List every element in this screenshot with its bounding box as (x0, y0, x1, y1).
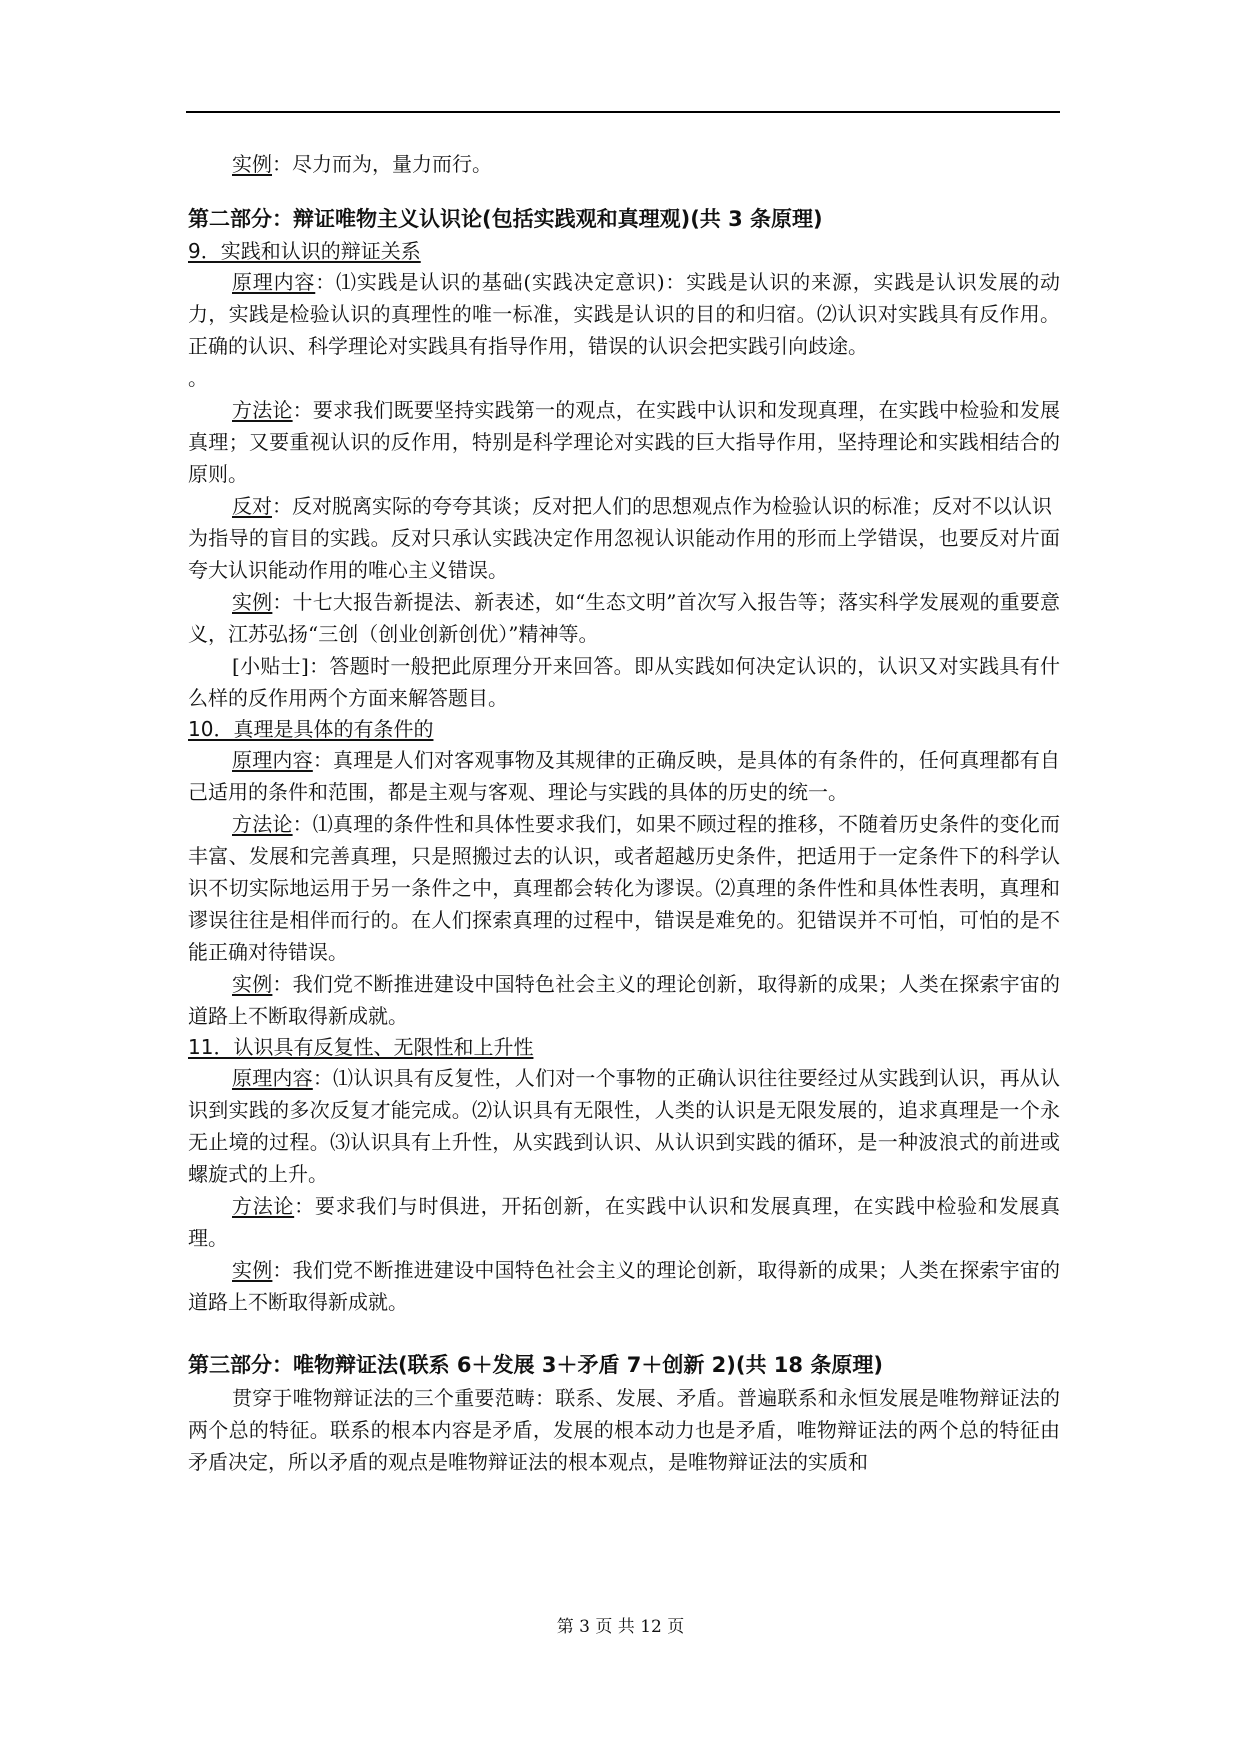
part2-title: 第二部分：辩证唯物主义认识论(包括实践观和真理观)(共 3 条原理) (188, 207, 823, 231)
page-footer: 第 3 页 共 12 页 (556, 1617, 685, 1637)
section-9-oppose-cont: 为指导的盲目的实践。反对只承认实践决定作用忽视认识能动作用的形而上学错误，也要反对片面夸大认识能动作用的唯心主义错误。 (188, 526, 1060, 582)
label-principle: 原理内容 (232, 1066, 313, 1090)
section-11-heading: 11．认识具有反复性、无限性和上升性 (188, 1035, 534, 1059)
section-11-example: 实例：我们党不断推进建设中国特色社会主义的理论创新，取得新的成果；人类在探索宇宙的道路上不断取得新成就。 (188, 1258, 1061, 1314)
label-method: 方法论 (232, 398, 293, 422)
label-method: 方法论 (232, 812, 293, 836)
label-oppose: 反对 (232, 494, 272, 518)
section-9-example: 实例：十七大报告新提法、新表述，如“生态文明”首次写入报告等；落实科学发展观的重要意义，江苏弘扬“三创（创业创新创优）”精神等。 (188, 590, 1061, 646)
section-9-principle: 原理内容：⑴实践是认识的基础(实践决定意识)：实践是认识的来源，实践是认识发展的动力，实践是检验认识的真理性的唯一标准，实践是认识的目的和归宿。⑵认识对实践具有反作用。正确的认识、科学理论对实践具有指导作用，错误的认识会把实践引向歧途。 (188, 270, 1061, 358)
header-rule (186, 111, 1060, 113)
stray-period: 。 (188, 366, 208, 390)
section-9-heading: 9．实践和认识的辩证关系 (188, 239, 421, 263)
section-11-method: 方法论：要求我们与时俱进，开拓创新，在实践中认识和发展真理，在实践中检验和发展真理。 (188, 1194, 1061, 1250)
label-principle: 原理内容 (232, 748, 313, 772)
section-11-principle: 原理内容：⑴认识具有反复性，人们对一个事物的正确认识往往要经过从实践到认识，再从认识到实践的多次反复才能完成。⑵认识具有无限性，人类的认识是无限发展的，追求真理是一个永无止境的过程。⑶认识具有上升性，从实践到认识、从认识到实践的循环，是一种波浪式的前进或螺旋式的上升。 (188, 1066, 1061, 1186)
section-10-method: 方法论：⑴真理的条件性和具体性要求我们，如果不顾过程的推移，不随着历史条件的变化而丰富、发展和完善真理，只是照搬过去的认识，或者超越历史条件，把适用于一定条件下的科学认识不切实际地运用于另一条件之中，真理都会转化为谬误。⑵真理的条件性和具体性表明，真理和谬误往往是相伴而行的。在人们探索真理的过程中，错误是难免的。犯错误并不可怕，可怕的是不能正确对待错误。 (188, 812, 1061, 964)
page-content (188, 148, 1060, 1478)
label-example: 实例 (232, 590, 273, 614)
section-9-method: 方法论：要求我们既要坚持实践第一的观点，在实践中认识和发现真理，在实践中检验和发展真理；又要重视认识的反作用，特别是科学理论对实践的巨大指导作用，坚持理论和实践相结合的原则。 (188, 398, 1061, 486)
section-9-oppose: 反对：反对脱离实际的夸夸其谈；反对把人们的思想观点作为检验认识的标准；反对不以认识 (232, 494, 1052, 518)
section-10-principle: 原理内容：真理是人们对客观事物及其规律的正确反映，是具体的有条件的，任何真理都有自己适用的条件和范围，都是主观与客观、理论与实践的具体的历史的统一。 (188, 748, 1061, 804)
top-example: 实例：尽力而为，量力而行。 (232, 152, 492, 176)
part3-title: 第三部分：唯物辩证法(联系 6＋发展 3＋矛盾 7＋创新 2)(共 18 条原理) (188, 1353, 883, 1377)
label-example: 实例 (232, 1258, 273, 1282)
label-example: 实例 (232, 152, 272, 176)
section-10-heading: 10．真理是具体的有条件的 (188, 717, 434, 741)
part3-intro: 贯穿于唯物辩证法的三个重要范畴：联系、发展、矛盾。普遍联系和永恒发展是唯物辩证法的两个总的特征。联系的根本内容是矛盾，发展的根本动力也是矛盾，唯物辩证法的两个总的特征由矛盾决定，所以矛盾的观点是唯物辩证法的根本观点，是唯物辩证法的实质和 (188, 1386, 1060, 1474)
label-example: 实例 (232, 972, 273, 996)
section-9-tip: [小贴士]：答题时一般把此原理分开来回答。即从实践如何决定认识的，认识又对实践具有什么样的反作用两个方面来解答题目。 (188, 654, 1060, 710)
section-10-example: 实例：我们党不断推进建设中国特色社会主义的理论创新，取得新的成果；人类在探索宇宙的道路上不断取得新成就。 (188, 972, 1061, 1028)
label-principle: 原理内容 (232, 270, 316, 294)
label-method: 方法论 (232, 1194, 295, 1218)
